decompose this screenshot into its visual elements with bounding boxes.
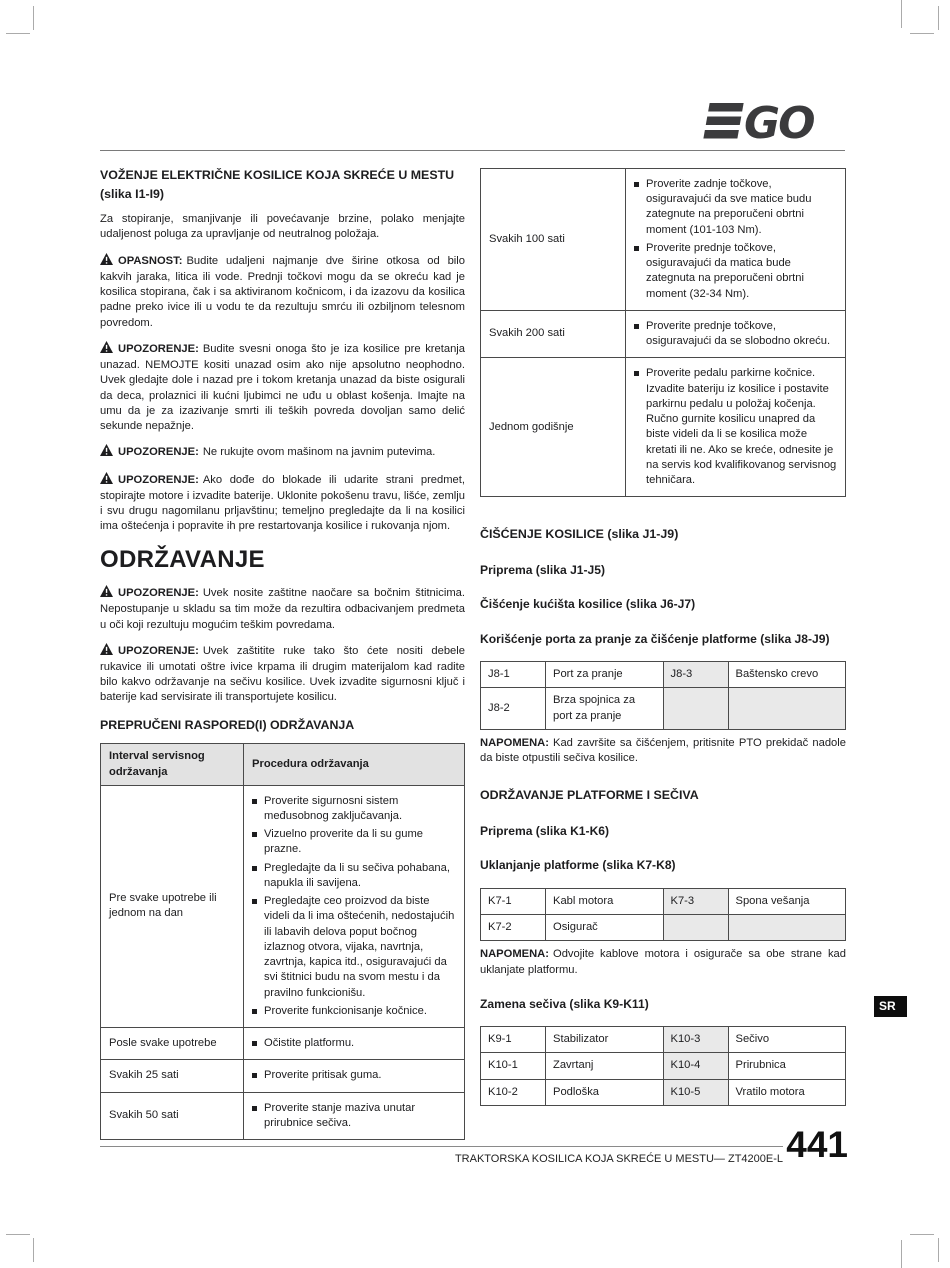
part-name-cell: Zavrtanj: [546, 1053, 664, 1079]
right-column: [480, 168, 846, 1106]
part-code-cell: K7-2: [481, 915, 546, 941]
crop-mark: [6, 33, 30, 34]
table-row: [101, 1060, 465, 1092]
bullet-icon: [634, 246, 639, 251]
part-name-cell: Vratilo motora: [728, 1079, 846, 1105]
list-item: [634, 366, 837, 488]
warning-paragraph: [100, 472, 465, 535]
footer-divider: [100, 1146, 783, 1147]
crop-mark: [33, 1238, 34, 1262]
washport-parts-table: [480, 661, 846, 730]
maintenance-schedule-table-continued: [480, 168, 846, 497]
part-name-cell: [728, 688, 846, 729]
interval-cell: Jednom godišnje: [481, 358, 626, 497]
procedure-cell: [244, 785, 465, 1027]
svg-text:GO: GO: [744, 101, 814, 141]
table-row: [481, 915, 846, 941]
warning-paragraph: [100, 585, 465, 633]
header-divider: [100, 150, 845, 151]
note-paragraph: [480, 947, 846, 977]
part-name-cell: Kabl motora: [546, 888, 664, 914]
table-row: [101, 1028, 465, 1060]
danger-label: OPASNOST:: [118, 254, 183, 267]
part-name-cell: Osigurač: [546, 915, 664, 941]
list-item-text: Proverite zadnje točkove, osiguravajući da sve matice budu zategnute na preporučeni obrtni moment (101-103 Nm).: [646, 178, 812, 236]
note-text: Odvojite kablove motora i osigurače sa obe strane kad uklanjate platformu.: [480, 948, 846, 976]
table-row: [481, 688, 846, 729]
footer-model-text: TRAKTORSKA KOSILICA KOJA SKREĆE U MESTU— ZT4200E-L: [454, 1153, 783, 1165]
part-code-cell: K10-4: [663, 1053, 728, 1079]
table-header-row: [101, 744, 465, 785]
ego-logo: [680, 101, 840, 146]
subheading-blade-replacement: Zamena sečiva (slika K9-K11): [480, 996, 649, 1011]
list-item-text: Proverite pritisak guma.: [264, 1069, 382, 1082]
table-row: [481, 1053, 846, 1079]
procedure-cell: [244, 1060, 465, 1092]
part-name-cell: Podloška: [546, 1079, 664, 1105]
crop-mark: [938, 6, 939, 30]
subheading-washport: Korišćenje porta za pranje za čišćenje platforme (slika J8-J9): [480, 631, 830, 646]
warning-text: Ako dođe do blokade ili udarite strani predmet, stopirajte motore i izvadite baterije. Uklonite pokošenu travu, lišće, zemlju i svu drugu nagomilanu prljavštinu; temeljno pregledajte da li na kosilici ima oštećenja i popravite ih pre restartovanja kosilice i rukovanja njom.: [100, 473, 465, 533]
warning-label: UPOZORENJE:: [118, 473, 199, 486]
subheading-deck-removal: Uklanjanje platforme (slika K7-K8): [480, 858, 676, 873]
procedure-cell: [626, 358, 846, 497]
column-header-interval: Interval servisnog održavanja: [101, 744, 244, 785]
part-name-cell: Baštensko crevo: [728, 662, 846, 688]
list-item: [252, 1036, 456, 1051]
interval-cell: Svakih 50 sati: [101, 1092, 244, 1139]
warning-text: Uvek zaštitite ruke tako što ćete nositi debele rukavice ili umotati oštre ivice krpama ili drugim materijalom kad radite bilo kakvo održavanje na sečivu kosilice. Uvek izvadite sigurnosni ključ i baterije kad servisirate ili transportujete kosilicu.: [100, 644, 465, 704]
warning-text: Ne rukujte ovom mašinom na javnim putevima.: [202, 446, 436, 459]
list-item-text: Očistite platformu.: [264, 1037, 355, 1050]
list-item: [634, 177, 837, 238]
list-item-text: Proverite funkcionisanje kočnice.: [264, 1004, 427, 1017]
list-item: [252, 894, 456, 1001]
table-row: [481, 358, 846, 497]
procedure-cell: [626, 169, 846, 311]
part-code-cell: K9-1: [481, 1027, 546, 1053]
section-title-cleaning: ČIŠĆENJE KOSILICE (slika J1-J9): [480, 527, 679, 542]
part-code-cell: K10-5: [663, 1079, 728, 1105]
left-column: [100, 166, 465, 1140]
part-name-cell: [728, 915, 846, 941]
part-name-cell: Prirubnica: [728, 1053, 846, 1079]
list-item: [252, 794, 456, 824]
warning-paragraph: [100, 444, 465, 461]
interval-cell: Svakih 25 sati: [101, 1060, 244, 1092]
procedure-cell: [244, 1028, 465, 1060]
list-item: [252, 1004, 456, 1019]
crop-mark: [901, 0, 902, 28]
bullet-icon: [252, 1009, 257, 1014]
list-item: [634, 241, 837, 302]
list-item-text: Proverite prednje točkove, osiguravajući da matica bude zategnuta na preporučeni obrtni moment (32-34 Nm).: [646, 241, 804, 300]
table-row: [481, 1027, 846, 1053]
warning-text: Budite svesni onoga što je iza kosilice pre kretanja unazad. NEMOJTE kositi unazad osim ako nije apsolutno neophodno. Uvek gledajte dole i nazad pre i tokom kretanja unazad da biste osigurali da deca, prolaznici ili kućni ljubimci ne uđu u oblast košenja. Imajte na umu da je za izazivanje smrti ili teških povreda dovoljan samo delić sekunde nepažnje.: [100, 342, 465, 433]
list-item-text: Vizuelno proverite da li su gume prazne.: [264, 828, 423, 856]
danger-text: Budite udaljeni najmanje dve širine otkosa od bilo kakvih jaraka, litica ili vode. Prednji točkovi mogu da se okreću kad je kosilica stopirana, čak i sa aktiviranom kočnicom, i da izazovu da kosilica padne preko ivice ili u vodu te da rezultuju smrću ili ozbiljnom telesnom povredom.: [100, 254, 465, 329]
list-item-text: Proverite pedalu parkirne kočnice. Izvadite bateriju iz kosilice i postavite parkirnu pedalu u položaj kočenja. Ručno gurnite kosilicu unapred da biste videli da li se kosilica može kretati ili ne. Ako se kreće, odnesite je na servis kod kvalifikovanog servisnog tehničara.: [646, 367, 837, 486]
part-code-cell: K7-3: [663, 888, 728, 914]
part-code-cell: J8-1: [481, 662, 546, 688]
warning-label: UPOZORENJE:: [118, 342, 199, 355]
schedule-heading: PREPRUČENI RASPORED(I) ODRŽAVANJA: [100, 717, 355, 732]
procedure-cell: [626, 310, 846, 357]
bullet-icon: [634, 371, 639, 376]
bullet-icon: [252, 799, 257, 804]
warning-triangle-icon: [100, 472, 113, 489]
warning-paragraph: [100, 643, 465, 706]
subheading-housing-cleaning: Čišćenje kućišta kosilice (slika J6-J7): [480, 597, 696, 612]
table-row: [481, 662, 846, 688]
warning-label: UPOZORENJE:: [118, 446, 199, 459]
part-name-cell: Spona vešanja: [728, 888, 846, 914]
list-item-text: Proverite stanje maziva unutar prirubnice sečiva.: [264, 1101, 416, 1129]
warning-label: UPOZORENJE:: [118, 644, 199, 657]
crop-mark: [910, 1234, 934, 1235]
part-name-cell: Port za pranje: [546, 662, 664, 688]
note-paragraph: [480, 736, 846, 766]
warning-paragraph: [100, 341, 465, 434]
part-code-cell: K10-2: [481, 1079, 546, 1105]
list-item: [252, 1101, 456, 1131]
note-label: NAPOMENA:: [480, 736, 549, 749]
warning-triangle-icon: [100, 341, 113, 358]
bullet-icon: [634, 324, 639, 329]
subheading-preparation-j: Priprema (slika J1-J5): [480, 562, 606, 577]
ego-logo-graphic: [680, 101, 840, 141]
danger-paragraph: [100, 253, 465, 331]
warning-triangle-icon: [100, 444, 113, 461]
interval-cell: Posle svake upotrebe: [101, 1028, 244, 1060]
bullet-icon: [252, 866, 257, 871]
part-name-cell: Sečivo: [728, 1027, 846, 1053]
list-item: [252, 827, 456, 857]
warning-text: Uvek nosite zaštitne naočare sa bočnim štitnicima. Nepostupanje u skladu sa tim može da rezultira odbacivanjem predmeta u oči koji rezultuju mogućim teškim povredama.: [100, 587, 465, 631]
list-item: [252, 861, 456, 891]
interval-cell: Pre svake upotrebe ili jednom na dan: [101, 785, 244, 1027]
subheading-preparation-k: Priprema (slika K1-K6): [480, 823, 610, 838]
note-label: NAPOMENA:: [480, 948, 549, 961]
part-code-cell: [663, 688, 728, 729]
bullet-icon: [634, 182, 639, 187]
table-row: [101, 785, 465, 1027]
crop-mark: [910, 33, 934, 34]
table-row: [101, 1092, 465, 1139]
list-item-text: Proverite sigurnosni sistem međusobnog zaključavanja.: [264, 794, 403, 823]
bullet-icon: [252, 1073, 257, 1078]
list-item-text: Proverite prednje točkove, osiguravajući da se slobodno okreću.: [646, 319, 831, 348]
table-row: [481, 169, 846, 311]
warning-triangle-icon: [100, 253, 113, 270]
warning-label: UPOZORENJE:: [118, 587, 199, 600]
column-header-procedure: Procedura održavanja: [244, 744, 465, 785]
maintenance-schedule-table: [100, 743, 465, 1140]
note-text: Kad završite sa čišćenjem, pritisnite PTO prekidač nadole da biste otpustili sečiva kosilice.: [480, 736, 846, 765]
section-title-maintenance: ODRŽAVANJE: [100, 546, 265, 574]
part-name-cell: Brza spojnica za port za pranje: [546, 688, 664, 729]
crop-mark: [6, 1234, 30, 1235]
crop-mark: [33, 6, 34, 30]
part-code-cell: K10-1: [481, 1053, 546, 1079]
bullet-icon: [252, 1041, 257, 1046]
list-item-text: Pregledajte da li su sečiva pohabana, napukla ili savijena.: [264, 861, 450, 889]
section-title-driving: VOŽENJE ELEKTRIČNE KOSILICE KOJA SKREĆE U MESTU (slika I1-I9): [100, 168, 455, 201]
warning-triangle-icon: [100, 643, 113, 660]
deck-removal-parts-table: [480, 888, 846, 941]
list-item: [252, 1068, 456, 1083]
bullet-icon: [252, 832, 257, 837]
intro-paragraph: Za stopiranje, smanjivanje ili povećavanje brzine, polako menjajte udaljenost poluga za upravljanje od neutralnog položaja.: [100, 213, 465, 241]
part-code-cell: K7-1: [481, 888, 546, 914]
list-item-text: Pregledajte ceo proizvod da biste videli da li ima oštećenih, nedostajućih ili labavih delova poput bočnog izlaznog otvora, vijaka, navrtnja, zavrtnja, kapica itd., osiguravajući da svi štitnici budu na svom mestu i da pravilno funkcionišu.: [264, 895, 455, 999]
part-code-cell: J8-2: [481, 688, 546, 729]
part-code-cell: K10-3: [663, 1027, 728, 1053]
list-item: [634, 319, 837, 349]
interval-cell: Svakih 100 sati: [481, 169, 626, 311]
part-code-cell: J8-3: [663, 662, 728, 688]
table-row: [481, 310, 846, 357]
section-title-deck-maintenance: ODRŽAVANJE PLATFORME I SEČIVA: [480, 788, 699, 803]
warning-triangle-icon: [100, 585, 113, 602]
part-name-cell: Stabilizator: [546, 1027, 664, 1053]
table-row: [481, 888, 846, 914]
blade-replacement-parts-table: [480, 1026, 846, 1106]
procedure-cell: [244, 1092, 465, 1139]
table-row: [481, 1079, 846, 1105]
page-number: 441: [786, 1124, 848, 1165]
crop-mark: [901, 1240, 902, 1268]
bullet-icon: [252, 899, 257, 904]
interval-cell: Svakih 200 sati: [481, 310, 626, 357]
bullet-icon: [252, 1106, 257, 1111]
language-badge: SR: [874, 996, 907, 1017]
crop-mark: [938, 1238, 939, 1262]
part-code-cell: [663, 915, 728, 941]
